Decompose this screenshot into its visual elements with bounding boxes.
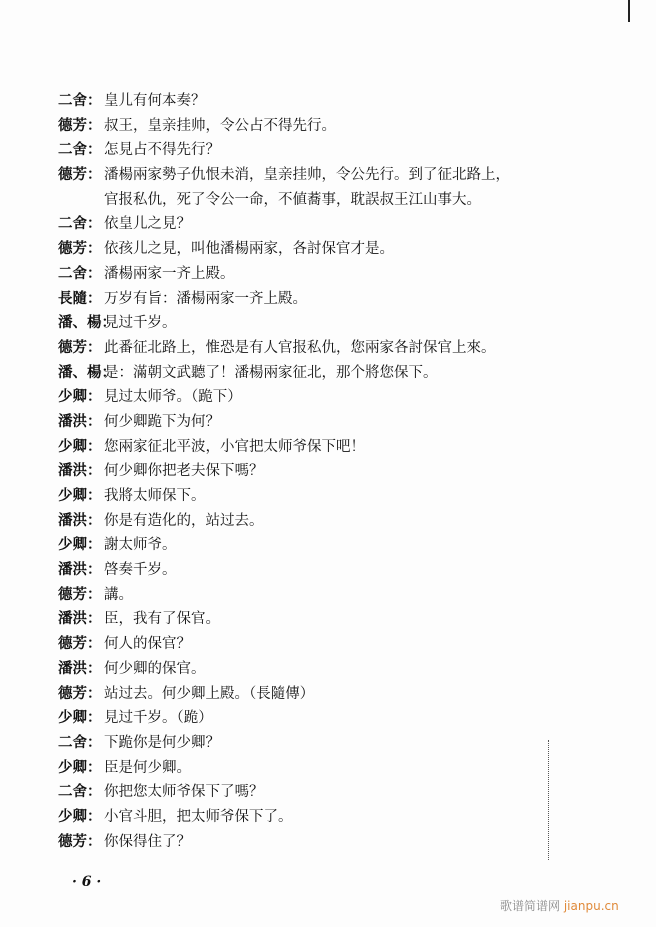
- speaker: 德芳：: [58, 166, 102, 184]
- line-text: 你把您太师爷保下了嗎？: [104, 784, 264, 801]
- line-text: 我將太师保下。: [104, 488, 206, 504]
- line-text: 依皇儿之見？: [104, 216, 191, 233]
- line-text: 何少卿跪下为何？: [104, 413, 220, 430]
- speaker: 二舍：: [58, 264, 102, 282]
- line-text: 站过去。何少卿上殿。（長隨傳）: [104, 685, 315, 702]
- line-text: 何人的保官？: [104, 636, 191, 653]
- line-text: 小官斗胆，把太师爷保下了。: [104, 808, 293, 825]
- dialogue-line: [58, 163, 510, 188]
- dialogue-line: [58, 682, 510, 707]
- dialogue-line: [58, 558, 510, 583]
- speaker: 潘洪：: [58, 462, 102, 480]
- dialogue-line: [58, 311, 510, 336]
- speaker: 二舍：: [58, 733, 102, 751]
- speaker: 潘、楊：: [58, 314, 116, 332]
- dialogue-line: [58, 657, 510, 682]
- line-text: 下跪你是何少卿？: [104, 734, 220, 751]
- line-text: 怎見占不得先行？: [104, 142, 220, 159]
- speaker: 德芳：: [58, 240, 102, 258]
- speaker: 潘、楊：: [58, 363, 116, 381]
- dialogue-line: [58, 780, 510, 805]
- speaker: 潘洪：: [58, 511, 102, 529]
- speaker: 德芳：: [58, 832, 102, 850]
- page-number: · 6 ·: [72, 874, 102, 890]
- speaker: 潘洪：: [58, 659, 102, 677]
- dialogue-line: [58, 830, 510, 855]
- speaker: 德芳：: [58, 585, 102, 603]
- speaker: 潘洪：: [58, 610, 102, 628]
- dialogue-line: [58, 484, 510, 509]
- speaker: 潘洪：: [58, 561, 102, 579]
- line-text: 依孩儿之見，叫他潘楊兩家，各討保官才是。: [104, 241, 394, 258]
- speaker: 德芳：: [58, 116, 102, 134]
- dialogue-line: [58, 336, 510, 361]
- speaker: 德芳：: [58, 684, 102, 702]
- line-text: 你保得住了？: [104, 833, 191, 850]
- line-text: 您兩家征北平波，小官把太师爷保下吧！: [104, 438, 365, 455]
- dialogue-line: [58, 114, 510, 139]
- line-text: 何少卿你把老夫保下嗎？: [104, 463, 264, 480]
- dialogue-line: [58, 262, 510, 287]
- speaker: 少卿：: [58, 487, 102, 504]
- watermark: [500, 897, 619, 914]
- line-text: 万岁有旨：潘楊兩家一齐上殿。: [104, 290, 307, 307]
- line-text: 潘楊兩家一齐上殿。: [104, 265, 235, 282]
- line-text: 你是有造化的，站过去。: [104, 512, 264, 529]
- dialogue-line: [58, 435, 510, 460]
- watermark-cn: 歌谱简谱网: [500, 899, 561, 913]
- dialogue-line: [58, 138, 510, 163]
- line-text: 啓奏千岁。: [104, 562, 177, 579]
- line-text: 何少卿的保官。: [104, 660, 206, 677]
- watermark-en: jianpu.cn: [563, 899, 619, 913]
- line-text: 謝太师爷。: [104, 537, 177, 554]
- dialogue-line: [58, 706, 510, 731]
- dialogue-line: [58, 89, 510, 114]
- dialogue-line: [58, 237, 510, 262]
- dialogue-line: [58, 410, 510, 435]
- line-text: 講。: [104, 586, 133, 603]
- dialogue-line: [58, 583, 510, 608]
- scan-edge-mark: [628, 0, 630, 22]
- dialogue-line: [58, 188, 510, 213]
- dialogue-line: [58, 731, 510, 756]
- speaker: 潘洪：: [58, 412, 102, 430]
- dialogue-line: [58, 212, 510, 237]
- line-text: 見过太师爷。（跪下）: [104, 389, 242, 406]
- line-text: 是：滿朝文武聽了！潘楊兩家征北，那个將您保下。: [104, 364, 438, 381]
- dialogue-line: [58, 361, 510, 386]
- line-text: 官报私仇，死了令公一命，不値蕎事，耽誤叔王江山事大。: [104, 191, 481, 208]
- line-text: 潘楊兩家勢子仇恨未消，皇亲挂帅，令公先行。到了征北路上，: [104, 167, 510, 184]
- dialogue-line: [58, 607, 510, 632]
- dialogue-line: [58, 533, 510, 558]
- speaker: 德芳：: [58, 338, 102, 356]
- speaker: 二舍：: [58, 92, 102, 109]
- speaker: 少卿：: [58, 437, 102, 455]
- speaker: 少卿：: [58, 758, 102, 776]
- speaker: 少卿：: [58, 536, 102, 554]
- dialogue-line: [58, 756, 510, 781]
- dialogue-line: [58, 509, 510, 534]
- scan-edge-dots: [548, 740, 550, 860]
- dialogue-line: [58, 805, 510, 830]
- dialogue-line: [58, 385, 510, 410]
- line-text: 臣是何少卿。: [104, 759, 191, 776]
- speaker: 德芳：: [58, 635, 102, 653]
- line-text: 見过千岁。（跪）: [104, 710, 213, 727]
- speaker: 少卿：: [58, 709, 102, 727]
- line-text: 此番征北路上，惟恐是有人官报私仇，您兩家各討保官上來。: [104, 339, 496, 356]
- speaker: 少卿：: [58, 388, 102, 406]
- speaker: 少卿：: [58, 807, 102, 825]
- line-text: 皇儿有何本奏？: [104, 93, 206, 109]
- speaker: 二舍：: [58, 215, 102, 233]
- dialogue-line: [58, 459, 510, 484]
- line-text: 見过千岁。: [104, 315, 177, 332]
- speaker: 二舍：: [58, 783, 102, 801]
- speaker: 二舍：: [58, 141, 102, 159]
- dialogue-line: [58, 287, 510, 312]
- line-text: 臣，我有了保官。: [104, 611, 220, 628]
- line-text: 叔王，皇亲挂帅，令公占不得先行。: [104, 117, 336, 134]
- dialogue-text: [58, 89, 510, 854]
- speaker: 長隨：: [58, 289, 102, 307]
- dialogue-line: [58, 632, 510, 657]
